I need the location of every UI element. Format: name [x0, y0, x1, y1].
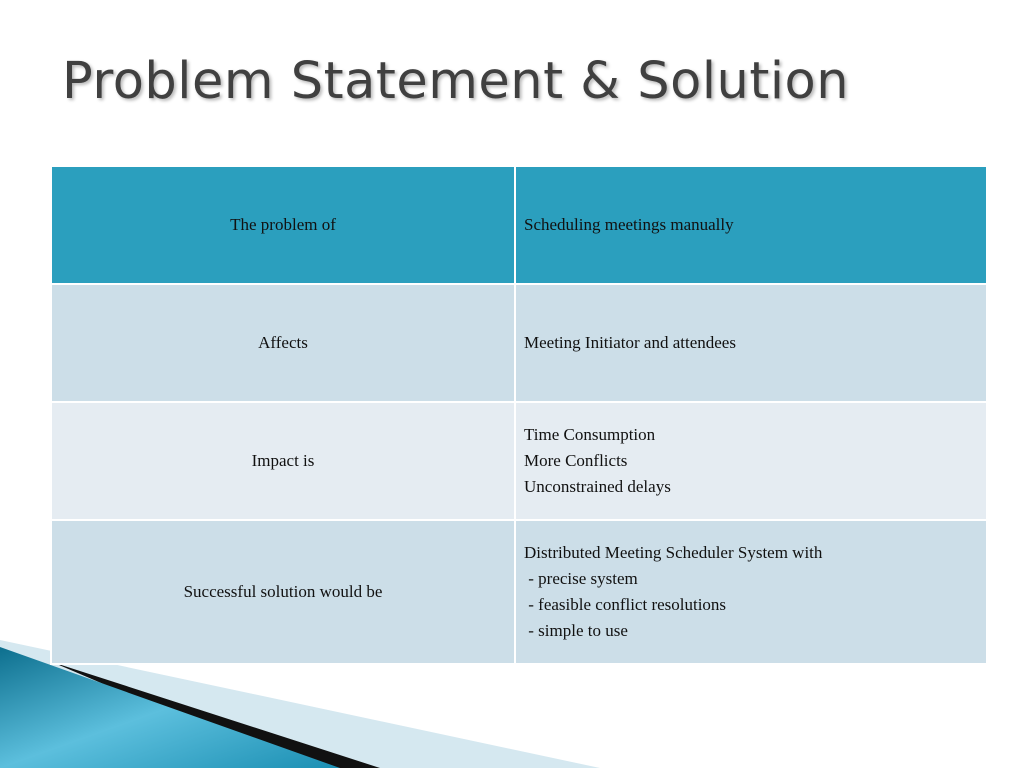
slide-title: Problem Statement & Solution [62, 52, 850, 111]
row-value-line: - precise system [524, 569, 638, 588]
row-label: Successful solution would be [51, 520, 515, 664]
row-value-line: - simple to use [524, 621, 628, 640]
row-value [515, 520, 987, 664]
row-label: Affects [51, 284, 515, 402]
row-value [515, 402, 987, 520]
row-value-line: Scheduling meetings manually [524, 215, 734, 234]
table [50, 165, 988, 665]
row-value-line: More Conflicts [524, 451, 628, 470]
table-row [51, 402, 987, 520]
problem-statement-table [50, 165, 973, 665]
table-row [51, 284, 987, 402]
table-row [51, 166, 987, 284]
teal-swoosh [0, 647, 340, 768]
row-label: The problem of [51, 166, 515, 284]
row-value [515, 284, 987, 402]
black-swoosh [52, 662, 380, 768]
row-value-line: - feasible conflict resolutions [524, 595, 727, 614]
row-value-line: Distributed Meeting Scheduler System with [524, 543, 823, 562]
table-row [51, 520, 987, 664]
row-value-line: Meeting Initiator and attendees [524, 333, 736, 352]
row-value-line: Time Consumption [524, 425, 656, 444]
row-value [515, 166, 987, 284]
row-label: Impact is [51, 402, 515, 520]
row-value-line: Unconstrained delays [524, 477, 671, 496]
